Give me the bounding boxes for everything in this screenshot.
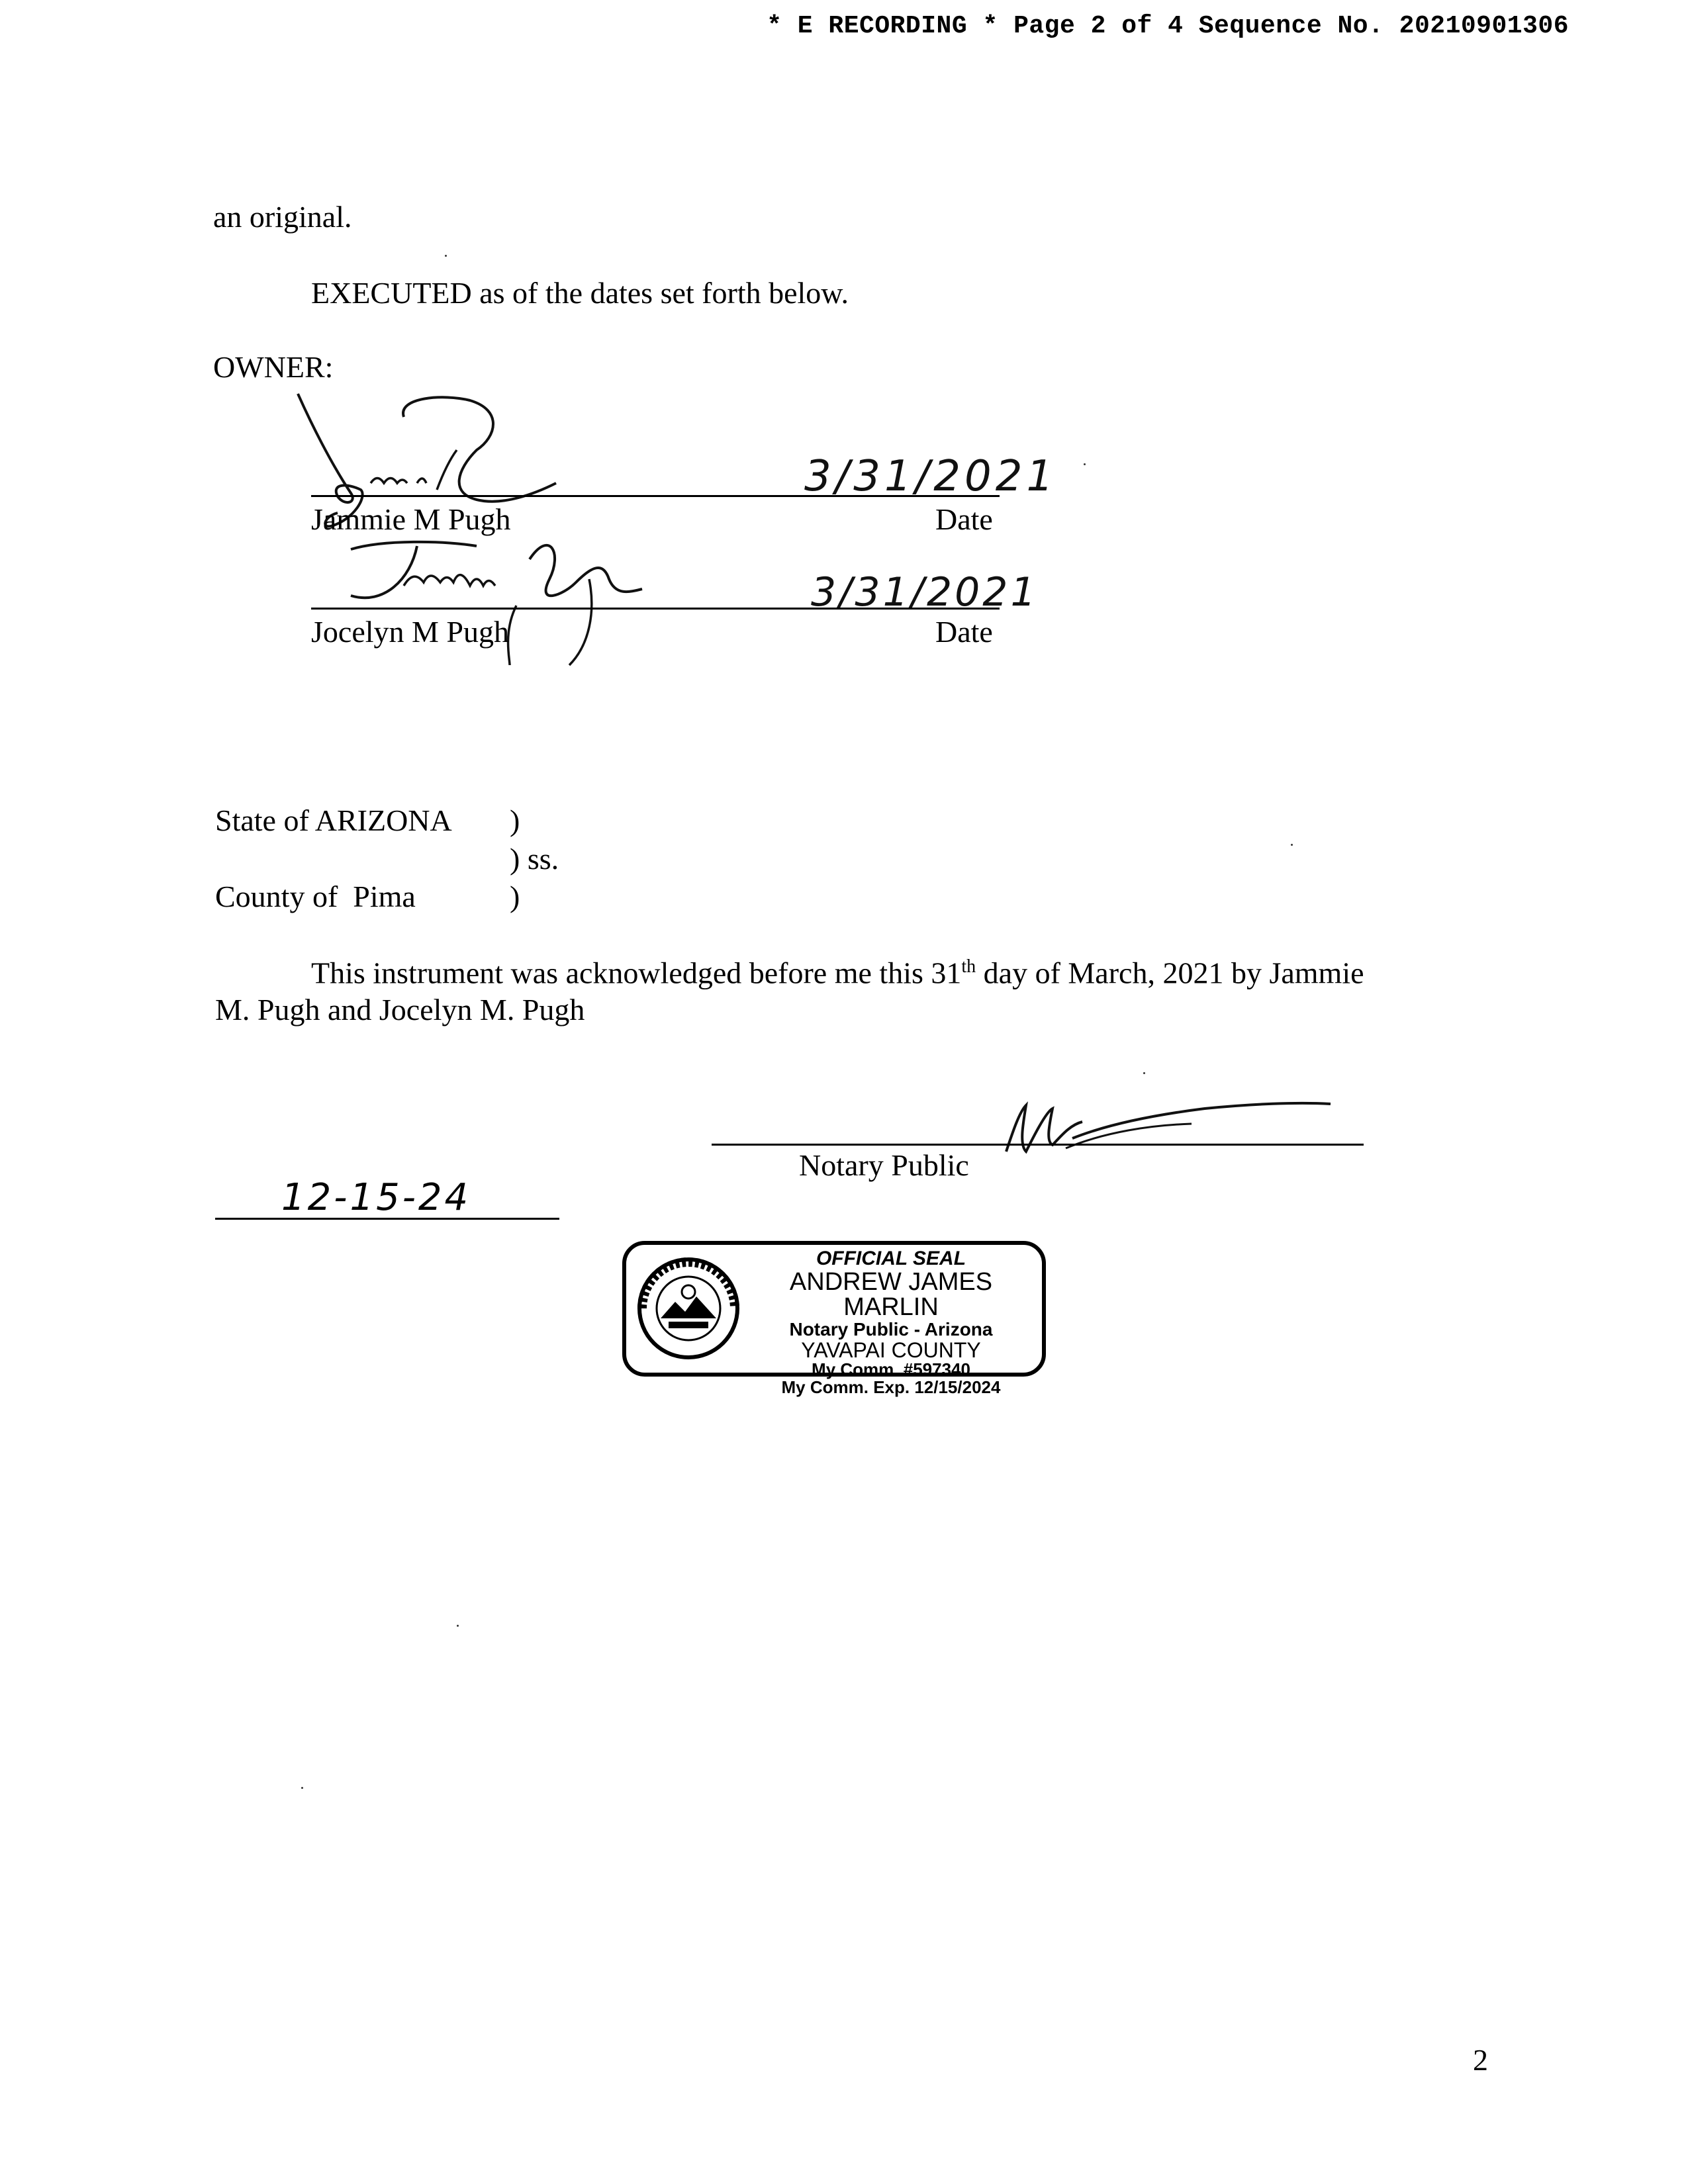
scan-speck — [1143, 1072, 1145, 1074]
seal-role: Notary Public - Arizona — [789, 1319, 993, 1340]
seal-commission-number: My Comm. #597340 — [812, 1359, 970, 1380]
commission-expiry-handwritten: 12-15-24 — [281, 1176, 471, 1219]
ack-text-before: This instrument was acknowledged before me this 31 — [311, 956, 962, 990]
recording-banner: * E RECORDING * Page 2 of 4 Sequence No. 20210901306 — [767, 12, 1569, 40]
ack-text-after: day of March, 2021 by Jammie — [976, 956, 1364, 990]
notary-signature — [953, 1085, 1337, 1171]
ack-ordinal-suffix: th — [961, 956, 976, 977]
signature-date-jammie: 3/31/2021 — [804, 452, 1058, 501]
seal-text-block — [745, 1249, 1037, 1396]
official-seal-stamp — [622, 1241, 1046, 1397]
venue-county-paren: ) — [510, 880, 520, 913]
acknowledgment-line-1 — [311, 958, 1364, 988]
page-number: 2 — [1473, 2043, 1488, 2077]
venue-county: County of Pima — [215, 880, 416, 913]
date-label-jammie: Date — [935, 502, 993, 536]
opening-fragment: an original. — [213, 200, 352, 234]
signature-jocelyn — [311, 533, 682, 675]
signature-date-jocelyn: 3/31/2021 — [811, 569, 1039, 615]
scan-speck — [1291, 844, 1293, 846]
great-seal-emblem — [635, 1255, 741, 1361]
scan-speck — [445, 255, 447, 257]
notary-signature-line — [712, 1144, 1364, 1146]
signer-name-jammie: Jammie M Pugh — [311, 502, 511, 536]
owner-label: OWNER: — [213, 350, 334, 384]
seal-title: OFFICIAL SEAL — [816, 1248, 966, 1269]
notary-public-label: Notary Public — [799, 1148, 969, 1182]
venue-state: State of ARIZONA — [215, 803, 452, 837]
date-label-jocelyn: Date — [935, 615, 993, 649]
venue-state-paren: ) — [510, 803, 520, 837]
scan-speck — [1084, 463, 1086, 465]
signature-line-jocelyn — [311, 608, 1000, 610]
commission-expiry-line — [215, 1218, 559, 1220]
seal-commission-expiry: My Comm. Exp. 12/15/2024 — [781, 1377, 1001, 1397]
signer-name-jocelyn: Jocelyn M Pugh — [311, 615, 509, 649]
seal-county: YAVAPAI COUNTY — [801, 1338, 981, 1362]
scan-speck — [457, 1625, 459, 1627]
scan-speck — [301, 1787, 303, 1789]
venue-ss: ) ss. — [510, 842, 559, 876]
acknowledgment-line-2: M. Pugh and Jocelyn M. Pugh — [215, 993, 585, 1026]
signature-line-jammie — [311, 495, 1000, 497]
seal-notary-name: ANDREW JAMES MARLIN — [789, 1267, 993, 1322]
executed-line: EXECUTED as of the dates set forth below. — [311, 276, 849, 310]
